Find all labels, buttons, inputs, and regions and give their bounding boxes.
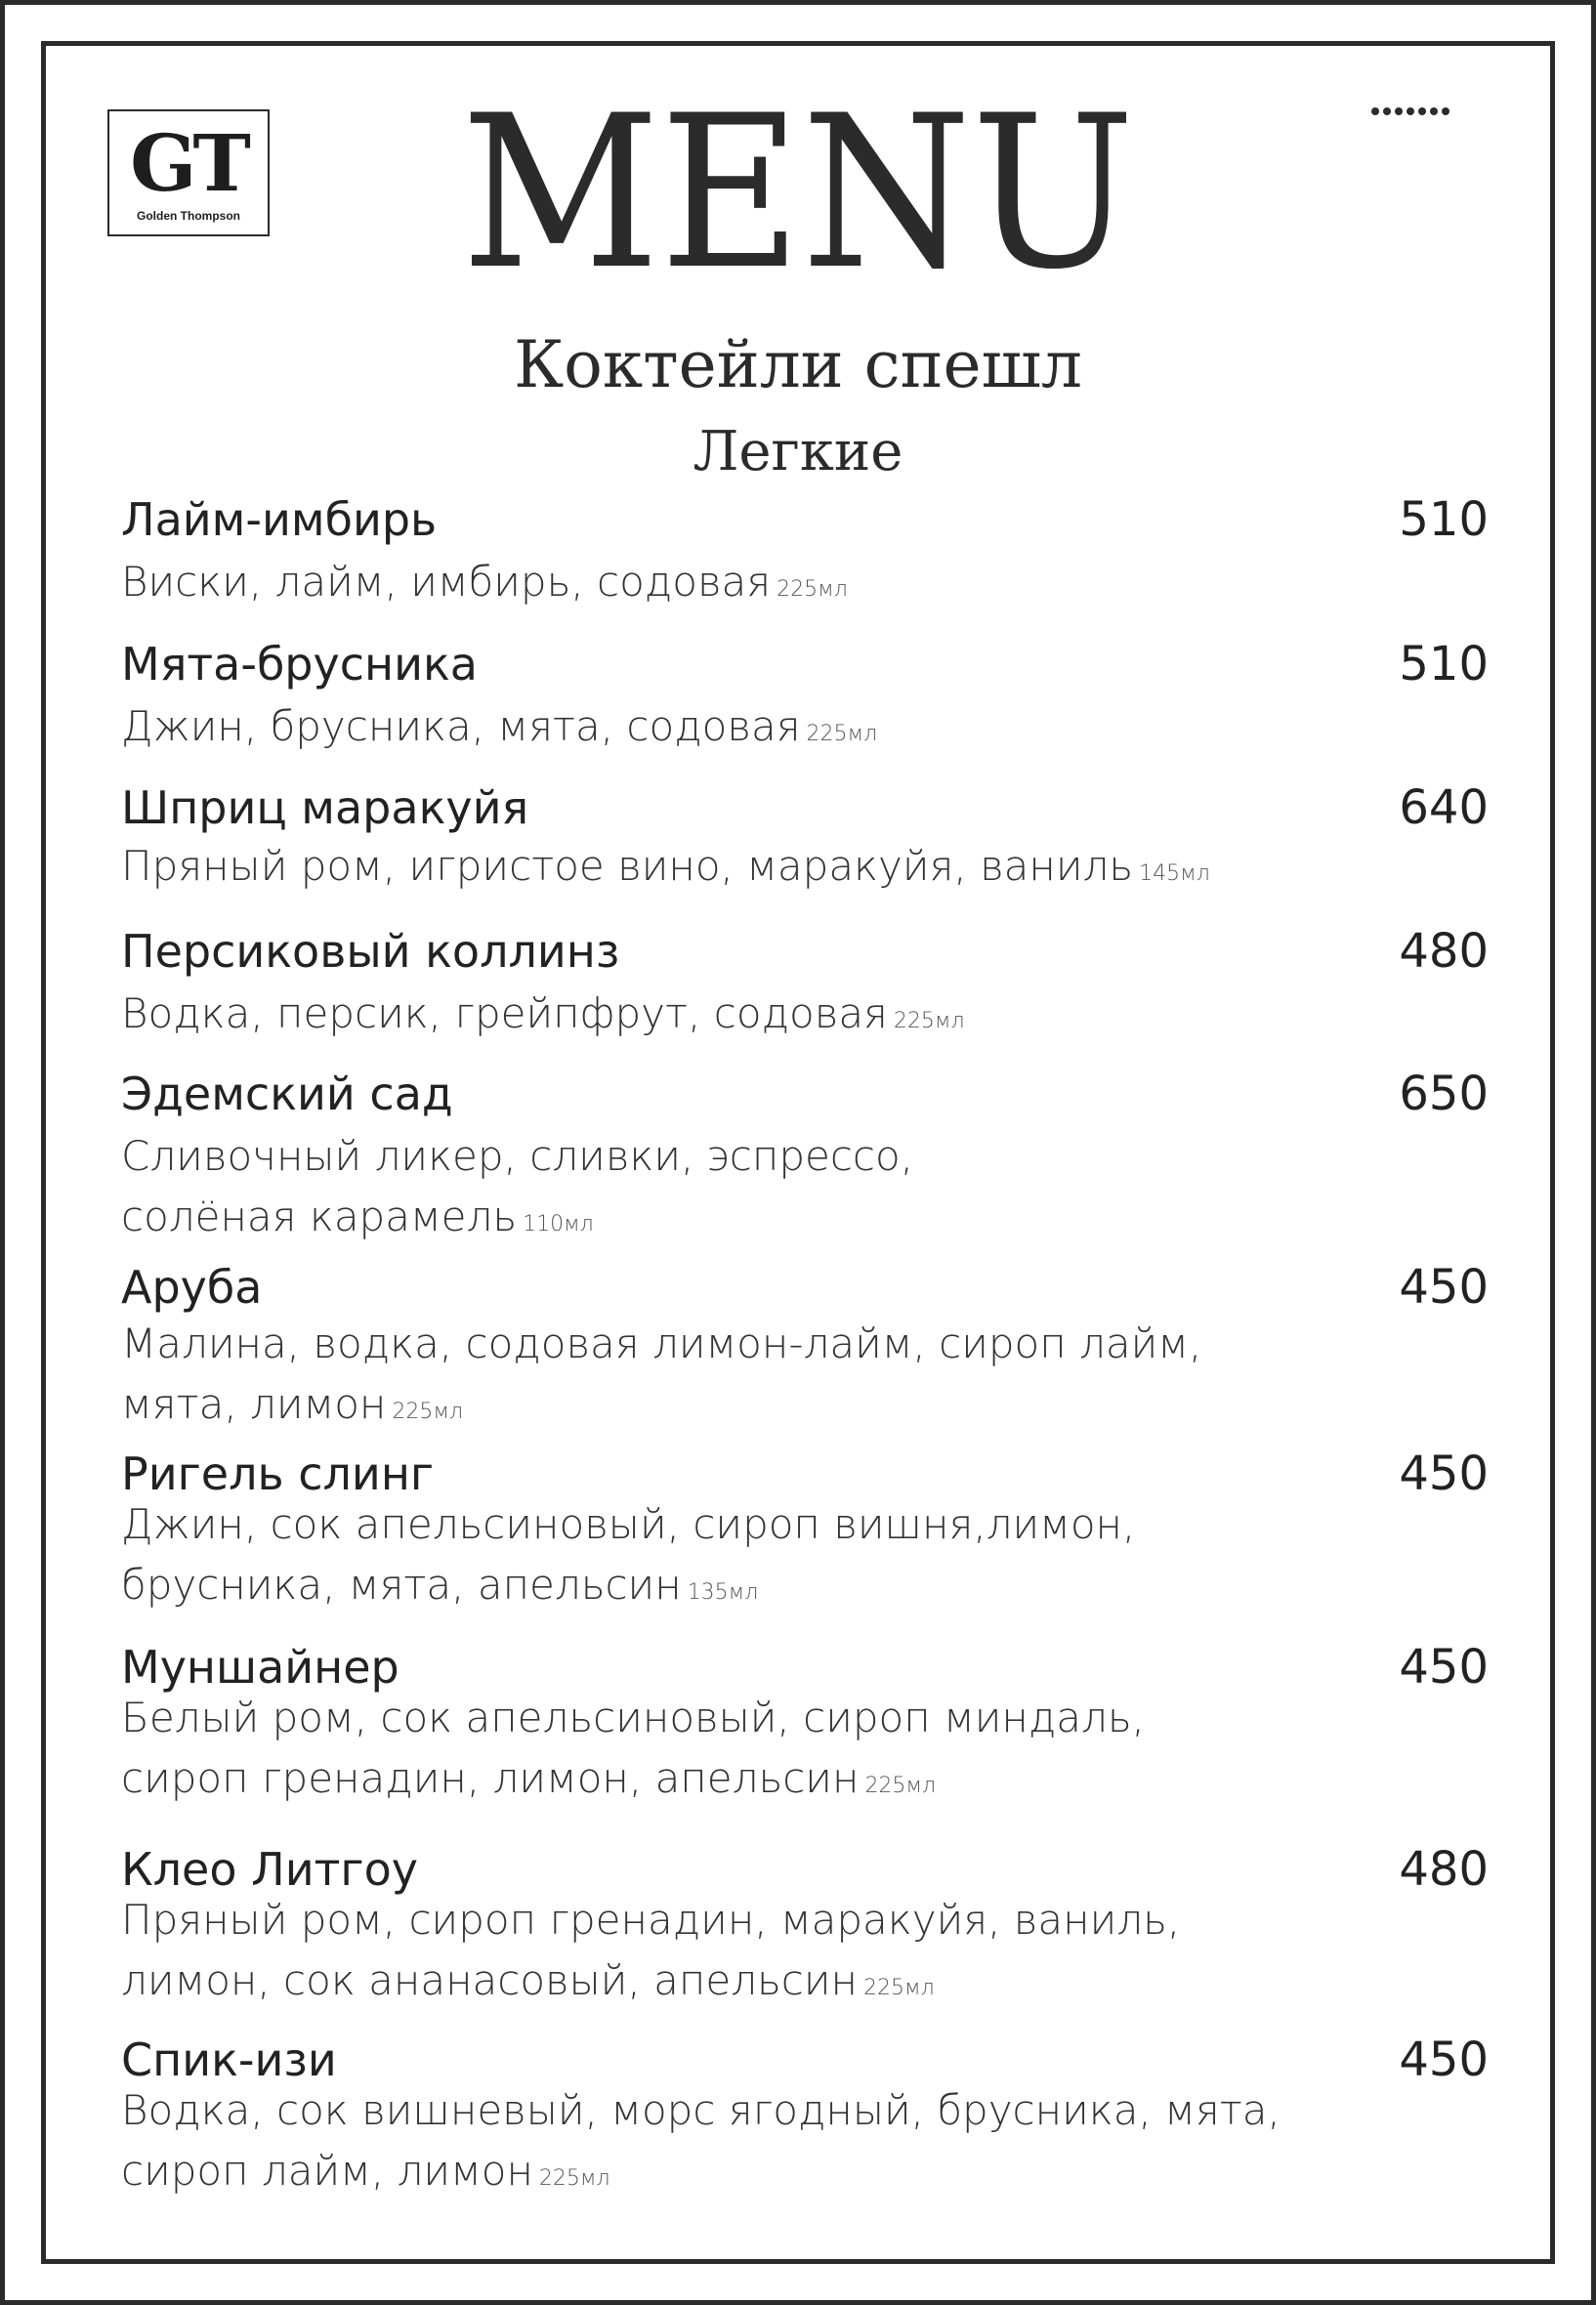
item-volume: 225мл — [893, 1009, 965, 1033]
item-price: 510 — [1399, 492, 1489, 547]
item-description: Виски, лайм, имбирь, содовая 225мл — [121, 558, 848, 606]
item-volume: 145мл — [1139, 861, 1210, 886]
item-volume: 225мл — [864, 1774, 937, 1798]
item-name: Шприц маракуйя — [121, 781, 529, 834]
item-description: лимон, сок ананасовый, апельсин 225мл — [121, 1956, 935, 2004]
item-name: Мята-брусника — [121, 638, 478, 691]
item-description: Пряный ром, сироп гренадин, маракуйя, ваниль, — [121, 1896, 1181, 1944]
section-title: Коктейли спешл — [514, 327, 1082, 402]
item-volume: 225мл — [392, 1400, 464, 1424]
item-price: 640 — [1399, 780, 1489, 835]
item-description: Белый ром, сок апельсиновый, сироп миндаль, — [121, 1694, 1145, 1741]
logo-caption: Golden Thompson — [137, 209, 240, 223]
item-volume: 225мл — [863, 1976, 935, 2000]
item-volume: 225мл — [806, 722, 878, 746]
item-description: Пряный ром, игристое вино, маракуйя, ваниль 145мл — [121, 842, 1210, 890]
subsection-title: Легкие — [693, 420, 903, 483]
item-name: Лайм-имбирь — [121, 493, 438, 546]
item-description: мята, лимон 225мл — [121, 1380, 464, 1428]
item-price: 650 — [1399, 1067, 1489, 1121]
item-price: 510 — [1399, 637, 1489, 692]
item-price: 450 — [1399, 2033, 1489, 2087]
logo-mark: GT — [130, 117, 247, 209]
item-price: 480 — [1399, 1842, 1489, 1897]
item-description: брусника, мята, апельсин 135мл — [121, 1561, 759, 1609]
item-name: Ригель слинг — [121, 1447, 435, 1500]
item-price: 450 — [1399, 1260, 1489, 1315]
item-volume: 225мл — [777, 577, 848, 602]
item-description: Водка, сок вишневый, морс ягодный, брусника, мята, — [121, 2086, 1281, 2134]
item-description: Водка, персик, грейпфрут, содовая 225мл — [121, 989, 965, 1037]
item-name: Персиковый коллинз — [121, 925, 620, 978]
item-description: Сливочный ликер, сливки, эспрессо, — [121, 1132, 914, 1180]
item-name: Эдемский сад — [121, 1068, 453, 1120]
item-name: Муншайнер — [121, 1641, 399, 1694]
item-description: Джин, брусника, мята, содовая 225мл — [121, 702, 878, 750]
item-volume: 110мл — [523, 1212, 594, 1236]
item-price: 450 — [1399, 1640, 1489, 1695]
item-description: сироп лайм, лимон 225мл — [121, 2147, 610, 2195]
item-volume: 135мл — [687, 1580, 759, 1605]
item-description: Джин, сок апельсиновый, сироп вишня,лимон, — [121, 1500, 1136, 1548]
item-name: Спик-изи — [121, 2033, 337, 2086]
item-description: Малина, водка, содовая лимон-лайм, сироп лайм, — [121, 1320, 1202, 1367]
item-description: солёная карамель 110мл — [121, 1193, 594, 1240]
item-price: 480 — [1399, 924, 1489, 979]
item-name: Клео Литгоу — [121, 1843, 418, 1896]
item-description: сироп гренадин, лимон, апельсин 225мл — [121, 1754, 937, 1802]
item-volume: 225мл — [538, 2166, 610, 2191]
item-name: Аруба — [121, 1261, 263, 1314]
item-price: 450 — [1399, 1446, 1489, 1501]
menu-title: MENU — [461, 70, 1135, 315]
